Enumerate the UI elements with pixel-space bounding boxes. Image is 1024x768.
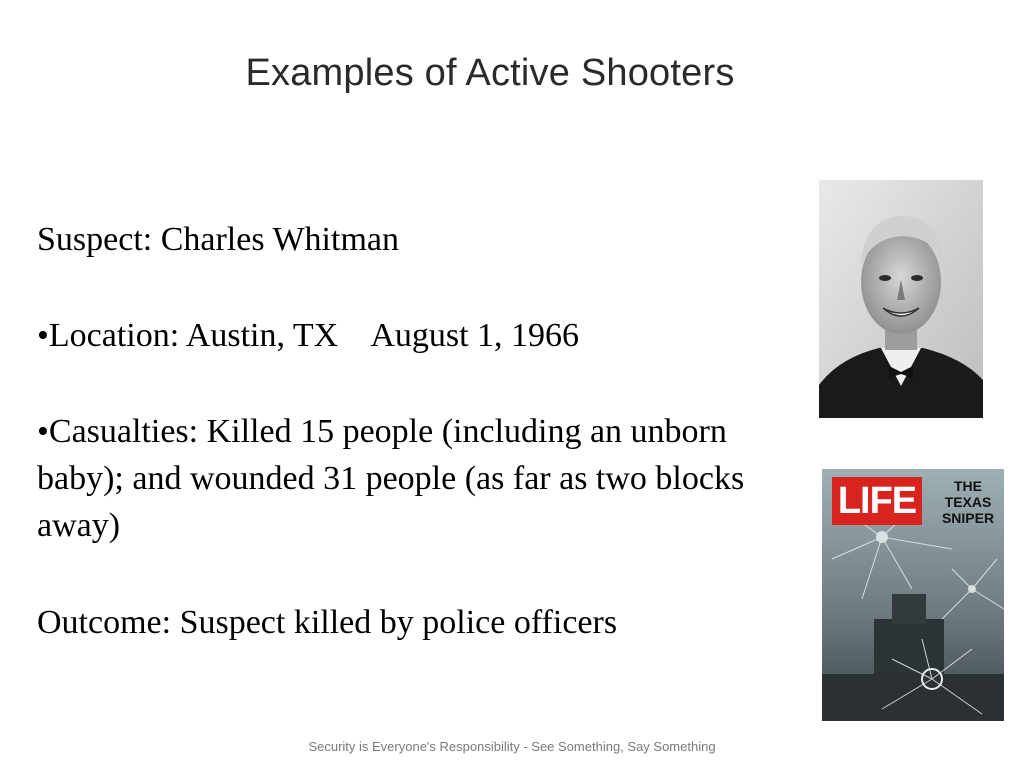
cover-headline: [938, 478, 998, 526]
suspect-portrait-photo: [819, 180, 983, 418]
portrait-photo-icon: [819, 180, 983, 418]
slide-footer: Security is Everyone's Responsibility - See Something, Say Something: [308, 739, 716, 754]
casualties-line: •Casualties: Killed 15 people (including an unborn baby); and wounded 31 people (as far as two blocks away): [37, 413, 745, 544]
location-line: •Location: Austin, TX August 1, 1966: [37, 317, 580, 354]
slide-title: Examples of Active Shooters: [245, 52, 735, 94]
cover-headline-line2: TEXAS: [944, 494, 992, 510]
cover-headline-line3: SNIPER: [941, 510, 995, 526]
outcome-line: Outcome: Suspect killed by police officers: [37, 604, 618, 641]
cover-headline-line1: THE: [954, 478, 982, 494]
life-logo: LIFE: [837, 480, 917, 522]
suspect-line: Suspect: Charles Whitman: [37, 221, 399, 258]
